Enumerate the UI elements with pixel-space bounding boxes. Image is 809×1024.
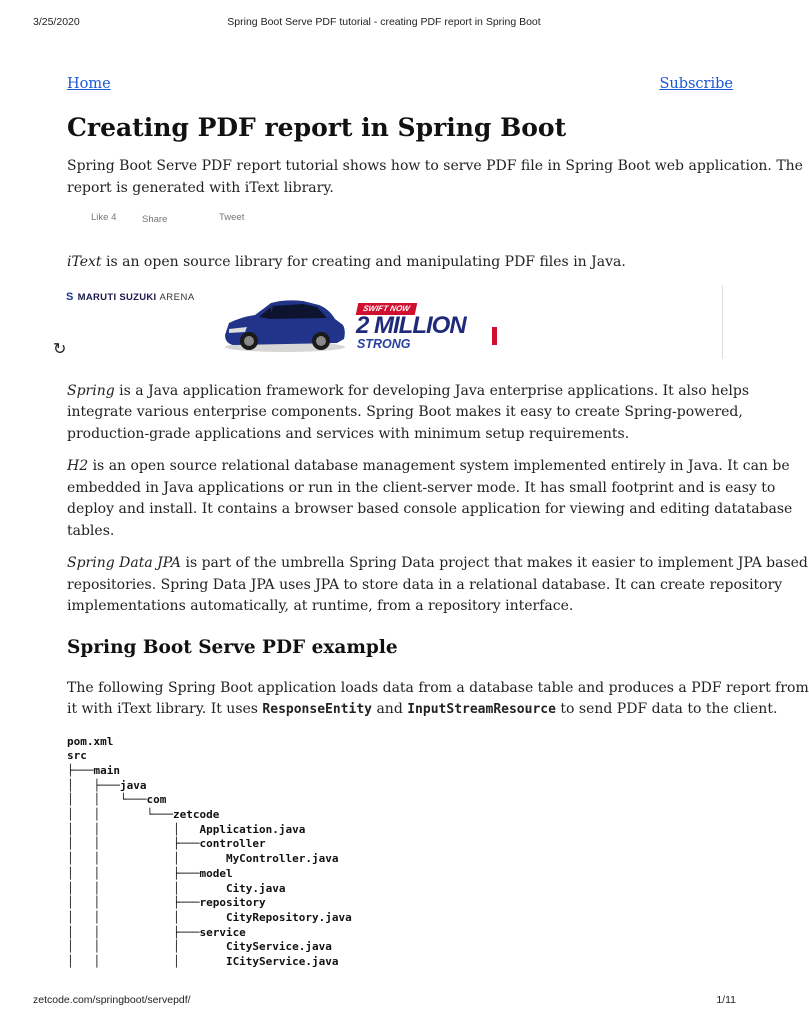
h2-line-3: deploy and install. It contains a browser based console application for viewing and editing datatabase: [67, 501, 793, 517]
jpa-line-2: repositories. Spring Data JPA uses JPA to store data in a relational database. It can create repository: [67, 576, 783, 593]
jpa-term: Spring Data JPA: [67, 555, 182, 571]
like-button[interactable]: Like 4: [91, 212, 117, 223]
project-tree-code: pom.xml src ├───main │ ├───java │ │ └───com │ │ └───zetcode │ │ │ Application.java │ │ ├───controller │ │ │ MyController.java │ │ ├───model │ │ │ City.java │ │ ├───repository │ │ │ CityRepository.java │ │ ├───service │ │ │ CityService.java │ │ │ ICityService.java: [67, 734, 352, 969]
ad-million: 2 MILLION: [356, 311, 466, 339]
ad-brand-name: MARUTI SUZUKI: [77, 291, 157, 303]
h2-term: H2: [67, 458, 89, 474]
response-entity-code: ResponseEntity: [262, 702, 372, 717]
itext-paragraph: [67, 252, 733, 274]
page-title: Creating PDF report in Spring Boot: [67, 113, 567, 142]
subscribe-link[interactable]: Subscribe: [659, 76, 733, 92]
example-line-2c: to send PDF data to the client.: [555, 701, 778, 717]
itext-term: iText: [67, 254, 102, 270]
spring-line-3: production-grade applications and services with minimum setup requirements.: [67, 425, 630, 442]
spring-paragraph: [67, 381, 750, 446]
jpa-paragraph: [67, 553, 808, 618]
print-date: 3/25/2020: [33, 16, 80, 28]
ad-arena: ARENA: [159, 291, 195, 303]
intro-line-2: report is generated with iText library.: [67, 179, 334, 196]
h2-paragraph: [67, 456, 793, 542]
print-header: [0, 16, 768, 30]
h2-line-2: embedded in Java applications or run in the client-server mode. It has small footprint and is easy to: [67, 479, 776, 496]
intro-paragraph: [67, 156, 803, 199]
home-link[interactable]: Home: [67, 76, 111, 92]
print-url: zetcode.com/springboot/servepdf/: [33, 994, 191, 1006]
example-line-2a: it with iText library. It uses: [67, 701, 263, 717]
ad-strong: STRONG: [357, 336, 411, 351]
input-stream-resource-code: InputStreamResource: [407, 702, 556, 717]
print-footer: [0, 994, 768, 1008]
example-line-1: The following Spring Boot application loads data from a database table and produces a PDF report from: [67, 679, 809, 696]
h2-line-4: tables.: [67, 522, 115, 539]
example-line-2b: and: [372, 701, 408, 717]
itext-text: is an open source library for creating and manipulating PDF files in Java.: [101, 254, 626, 270]
ad-divider: [722, 285, 723, 359]
share-button[interactable]: Share: [142, 214, 168, 225]
refresh-icon[interactable]: ↻: [53, 338, 67, 358]
spring-line-1: is a Java application framework for developing Java enterprise applications. It also helps: [114, 382, 750, 399]
ad-swift-tag: SWIFT NOW: [356, 303, 417, 315]
intro-line-1: Spring Boot Serve PDF report tutorial shows how to serve PDF file in Spring Boot web application. The: [67, 158, 803, 174]
h2-line-1: is an open source relational database management system implemented entirely in Java. It can be: [88, 458, 790, 474]
ad-brand: [66, 291, 195, 303]
jpa-line-1: is part of the umbrella Spring Data project that makes it easier to implement JPA based: [181, 555, 808, 571]
spring-line-2: integrate various enterprise components. Spring Boot makes it easy to create Spring-powered,: [67, 404, 743, 420]
advertisement-banner[interactable]: [53, 285, 725, 359]
social-buttons: [67, 208, 733, 244]
print-page-title: Spring Boot Serve PDF tutorial - creating PDF report in Spring Boot: [227, 16, 541, 28]
section-title: Spring Boot Serve PDF example: [67, 636, 398, 658]
spring-term: Spring: [67, 382, 115, 399]
page-number: 1/11: [716, 994, 736, 1006]
car-icon: [219, 295, 349, 353]
suzuki-logo-icon: S: [66, 290, 74, 303]
example-paragraph: [67, 678, 809, 721]
jpa-line-3: implementations automatically, at runtime, from a repository interface.: [67, 598, 574, 614]
tweet-button[interactable]: Tweet: [219, 212, 245, 223]
ad-image[interactable]: [59, 287, 499, 357]
top-nav: [67, 74, 733, 98]
article-content: [53, 74, 809, 986]
ad-accent-bar: [492, 327, 497, 345]
